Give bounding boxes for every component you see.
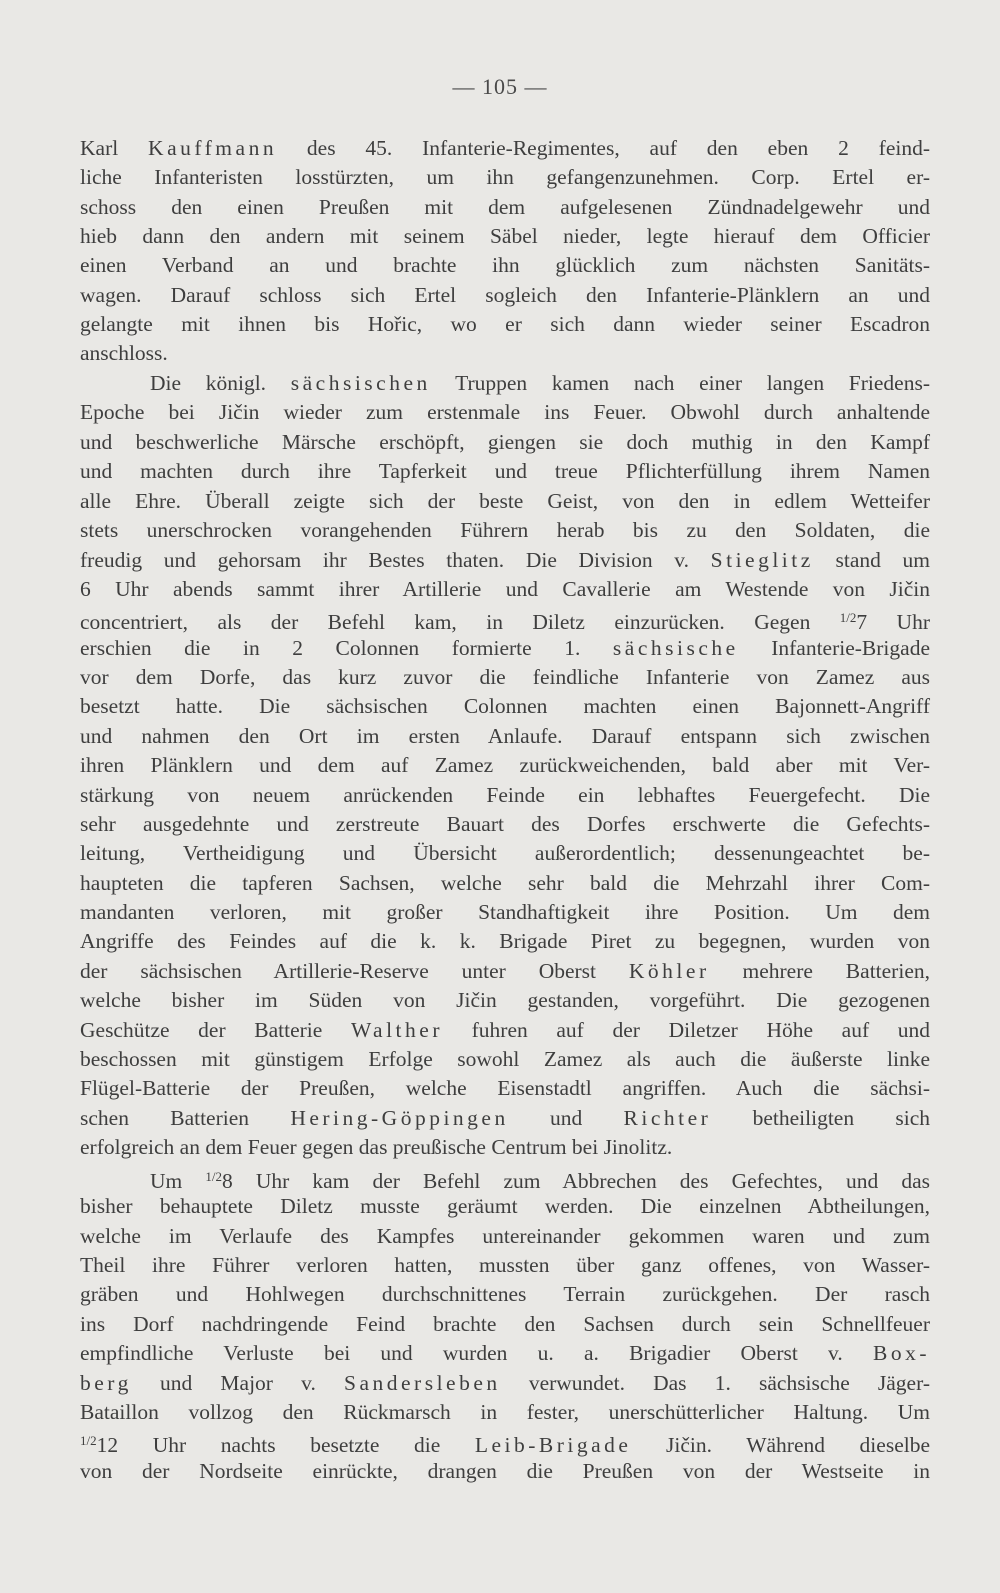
text-run: stets unerschrocken vorangehenden Führern herab bis zu den Soldaten, die — [80, 518, 930, 542]
text-run: Bataillon vollzog den Rückmarsch in fester, unerschütterlicher Haltung. Um — [80, 1400, 930, 1424]
text-run: beschossen mit günstigem Erfolge sowohl Zamez als auch die äußerste linke — [80, 1047, 930, 1071]
text-line — [80, 603, 930, 633]
text-run: gelangte mit ihnen bis Hořic, wo er sich dann wieder seiner Escadron — [80, 312, 930, 336]
spaced-name: Sandersleben — [344, 1371, 501, 1395]
text-run: Geschütze der Batterie — [80, 1018, 351, 1042]
text-run: besetzt hatte. Die sächsischen Colonnen machten einen Bajonnett-Angriff — [80, 694, 930, 718]
text-line — [80, 133, 930, 163]
text-line — [80, 515, 930, 545]
text-line — [80, 780, 930, 810]
text-run: erschien die in 2 Colonnen formierte 1. — [80, 636, 613, 660]
text-line — [80, 221, 930, 251]
text-run: Die königl. — [150, 371, 291, 395]
text-run: welche im Verlaufe des Kampfes untereinander gekommen waren und zum — [80, 1224, 930, 1248]
text-line — [80, 1103, 930, 1133]
text-line — [80, 985, 930, 1015]
text-run: 7 Uhr — [856, 610, 930, 634]
text-line — [80, 250, 930, 280]
text-run: von der Nordseite einrückte, drangen die Preußen von der Westseite in — [80, 1459, 930, 1483]
text-run: Um — [150, 1169, 206, 1193]
text-line — [80, 1456, 930, 1486]
text-run: alle Ehre. Überall zeigte sich der beste Geist, von den in edlem Wetteifer — [80, 489, 930, 513]
text-run: der sächsischen Artillerie-Reserve unter Oberst — [80, 959, 629, 983]
text-run: Infanterie-Brigade — [738, 636, 930, 660]
text-run: 8 Uhr kam der Befehl zum Abbrechen des Gefechtes, und das — [221, 1169, 931, 1193]
text-line — [80, 897, 930, 927]
text-run: freudig und gehorsam ihr Bestes thaten. Die Division v. — [80, 548, 711, 572]
text-line — [80, 691, 930, 721]
text-run: und nahmen den Ort im ersten Anlaufe. Darauf entspann sich zwischen — [80, 724, 930, 748]
text-line — [80, 1015, 930, 1045]
text-line — [80, 1279, 930, 1309]
spaced-name: sächsische — [612, 636, 739, 660]
text-line — [80, 1191, 930, 1221]
text-run: gräben und Hohlwegen durchschnittenes Terrain zurückgehen. Der rasch — [80, 1282, 930, 1306]
text-run: schoss den einen Preußen mit dem aufgelesenen Zündnadelgewehr und — [80, 195, 930, 219]
text-run: mandanten verloren, mit großer Standhaftigkeit ihre Position. Um dem — [80, 900, 930, 924]
text-line — [80, 1073, 930, 1103]
text-line — [80, 868, 930, 898]
text-run: sehr ausgedehnte und zerstreute Bauart des Dorfes erschwerte die Gefechts- — [80, 812, 930, 836]
text-line — [80, 721, 930, 751]
text-run: leitung, Vertheidigung und Übersicht außerordentlich; dessenungeachtet be- — [80, 841, 930, 865]
text-run: empfindliche Verluste bei und wurden u. a. Brigadier Oberst v. — [80, 1341, 873, 1365]
text-line — [80, 1250, 930, 1280]
text-run: mehrere Batterien, — [709, 959, 930, 983]
text-run: ihren Plänklern und dem auf Zamez zurückweichenden, bald aber mit Ver- — [80, 753, 930, 777]
page-number: — 105 — — [452, 74, 548, 99]
text-line — [80, 162, 930, 192]
text-run: einen Verband an und brachte ihn glücklich zum nächsten Sanitäts- — [80, 253, 930, 277]
spaced-name: sächsischen — [290, 371, 431, 395]
spaced-name: Richter — [623, 1106, 712, 1130]
text-line — [80, 1368, 930, 1398]
text-run: Flügel-Batterie der Preußen, welche Eisenstadtl angriffen. Auch die sächsi- — [80, 1076, 930, 1100]
text-run: vor dem Dorfe, das kurz zuvor die feindliche Infanterie von Zamez aus — [80, 665, 930, 689]
text-run: Jičin. Während dieselbe — [631, 1433, 930, 1457]
spaced-name: Stieglitz — [710, 548, 814, 572]
text-line — [80, 1338, 930, 1368]
text-run: welche bisher im Süden von Jičin gestanden, vorgeführt. Die gezogenen — [80, 988, 930, 1012]
text-run: stand um — [813, 548, 930, 572]
text-run: anschloss. — [80, 341, 168, 365]
text-run: Angriffe des Feindes auf die k. k. Brigade Piret zu begegnen, wurden von — [80, 929, 930, 953]
text-line — [80, 1162, 930, 1192]
text-run: und Major v. — [131, 1371, 345, 1395]
text-line — [80, 574, 930, 604]
text-run: und beschwerliche Märsche erschöpft, giengen sie doch muthig in den Kampf — [80, 430, 930, 454]
fraction: 1/2 — [80, 1433, 97, 1448]
text-run: Epoche bei Jičin wieder zum erstenmale ins Feuer. Obwohl durch anhaltende — [80, 400, 930, 424]
text-run: und machten durch ihre Tapferkeit und treue Pflichterfüllung ihrem Namen — [80, 459, 930, 483]
text-run: haupteten die tapferen Sachsen, welche sehr bald die Mehrzahl ihrer Com- — [80, 871, 930, 895]
text-run: ins Dorf nachdringende Feind brachte den Sachsen durch sein Schnellfeuer — [80, 1312, 930, 1336]
spaced-name: Box- — [873, 1341, 930, 1365]
text-line — [80, 397, 930, 427]
spaced-name: Walther — [350, 1018, 443, 1042]
fraction: 1/2 — [205, 1169, 222, 1184]
text-line — [80, 1132, 930, 1162]
spaced-name: Köhler — [628, 959, 710, 983]
text-line — [80, 1397, 930, 1427]
text-run: wagen. Darauf schloss sich Ertel sogleich den Infanterie-Plänklern an und — [80, 283, 930, 307]
text-line — [80, 456, 930, 486]
text-run: erfolgreich an dem Feuer gegen das preußische Centrum bei Jinolitz. — [80, 1135, 673, 1159]
text-run: 6 Uhr abends sammt ihrer Artillerie und Cavallerie am Westende von Jičin — [80, 577, 930, 601]
text-run: Theil ihre Führer verloren hatten, mussten über ganz offenes, von Wasser- — [80, 1253, 930, 1277]
text-line — [80, 545, 930, 575]
spaced-name: Hering-Göppingen — [290, 1106, 509, 1130]
text-run: des 45. Infanterie-Regimentes, auf den eben 2 feind- — [277, 136, 931, 160]
spaced-name: Kauffmann — [148, 136, 278, 160]
text-run: betheiligten sich — [711, 1106, 930, 1130]
text-line — [80, 368, 930, 398]
fraction: 1/2 — [839, 610, 857, 625]
spaced-name: berg — [80, 1371, 132, 1395]
text-run: concentriert, als der Befehl kam, in Diletz einzurücken. Gegen — [80, 610, 840, 634]
text-line — [80, 1426, 930, 1456]
text-run: stärkung von neuem anrückenden Feinde ein lebhaftes Feuergefecht. Die — [80, 783, 930, 807]
text-run: und — [508, 1106, 624, 1130]
text-line — [80, 427, 930, 457]
text-run: fuhren auf der Diletzer Höhe auf und — [442, 1018, 930, 1042]
text-line — [80, 192, 930, 222]
text-line — [80, 750, 930, 780]
text-line — [80, 662, 930, 692]
text-line — [80, 633, 930, 663]
text-line — [80, 309, 930, 339]
text-line — [80, 1044, 930, 1074]
spaced-name: Leib-Brigade — [474, 1433, 632, 1457]
text-line — [80, 1309, 930, 1339]
text-run: Karl — [80, 136, 149, 160]
text-run: verwundet. Das 1. sächsische Jäger- — [500, 1371, 930, 1395]
text-run: Truppen kamen nach einer langen Friedens- — [430, 371, 930, 395]
text-line — [80, 956, 930, 986]
text-line — [80, 809, 930, 839]
text-line — [80, 926, 930, 956]
text-line — [80, 338, 930, 368]
text-line — [80, 280, 930, 310]
text-run: schen Batterien — [80, 1106, 291, 1130]
text-run: hieb dann den andern mit seinem Säbel nieder, legte hierauf dem Officier — [80, 224, 930, 248]
text-run: bisher behauptete Diletz musste geräumt werden. Die einzelnen Abtheilungen, — [80, 1194, 930, 1218]
text-run: liche Infanteristen losstürzten, um ihn gefangenzunehmen. Corp. Ertel er- — [80, 165, 930, 189]
text-run: 12 Uhr nachts besetzte die — [96, 1433, 475, 1457]
text-line — [80, 838, 930, 868]
text-line — [80, 1221, 930, 1251]
text-line — [80, 486, 930, 516]
